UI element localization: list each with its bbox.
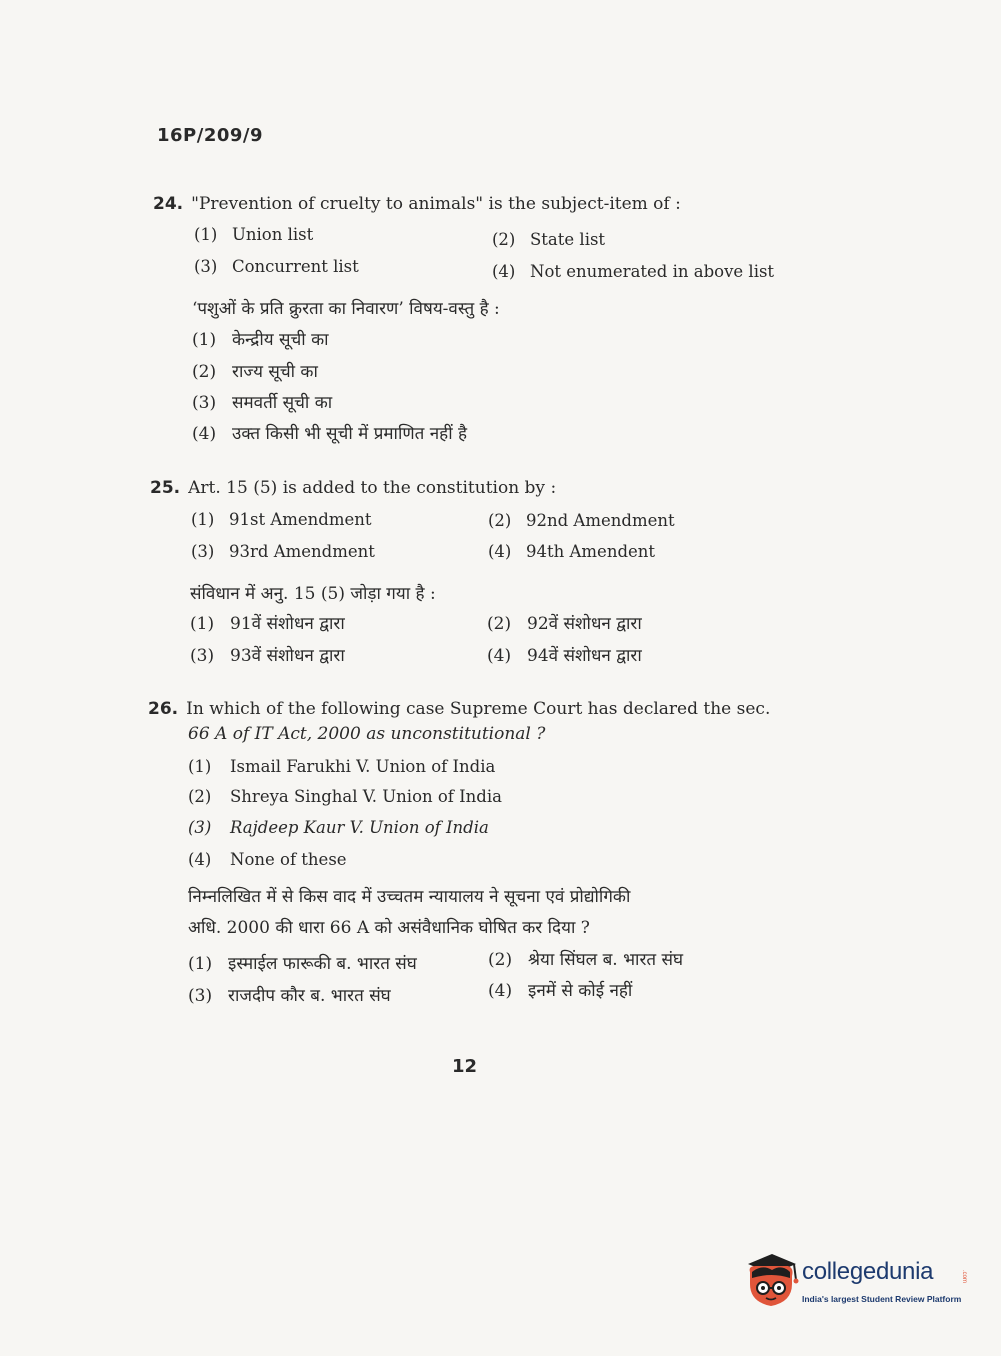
collegedunia-logo — [742, 1250, 972, 1320]
option-hi: (4) उक्त किसी भी सूची में प्रमाणित नहीं है — [192, 424, 468, 444]
option-hi: (3) समवर्ती सूची का — [192, 393, 333, 413]
option-en: (3) Concurrent list — [194, 257, 359, 276]
question-text-en: Art. 15 (5) is added to the constitution by : — [188, 478, 557, 498]
option-hi: (1) इस्माईल फारूकी ब. भारत संघ — [188, 954, 417, 974]
question-number: 26. — [148, 699, 179, 719]
logo-brand-name: collegedunia — [802, 1258, 934, 1285]
question-number: 25. — [150, 478, 181, 498]
question-text-hi: ‘पशुओं के प्रति क्रुरता का निवारण’ विषय-वस्तु है : — [192, 299, 500, 319]
question-26 — [148, 698, 770, 720]
option-hi: (3) राजदीप कौर ब. भारत संघ — [188, 986, 391, 1006]
option-hi: (2) राज्य सूची का — [192, 362, 318, 382]
logo-tagline: India's largest Student Review Platform — [802, 1294, 962, 1304]
question-text-en: "Prevention of cruelty to animals" is the subject-item of : — [191, 194, 681, 214]
question-25 — [150, 477, 556, 499]
question-text-hi-continued: अधि. 2000 की धारा 66 A को असंवैधानिक घोषित कर दिया ? — [188, 918, 590, 938]
option-en: (4) 94th Amendent — [488, 542, 656, 561]
option-hi: (1) केन्द्रीय सूची का — [192, 330, 329, 350]
question-text-en: In which of the following case Supreme Court has declared the sec. — [186, 699, 771, 719]
option-en: (2) State list — [492, 230, 606, 249]
question-text-hi: निम्नलिखित में से किस वाद में उच्चतम न्यायालय ने सूचना एवं प्रोद्योगिकी — [188, 887, 631, 907]
question-text-en-continued: 66 A of IT Act, 2000 as unconstitutional ? — [188, 724, 546, 744]
logo-domain-suffix: .com — [961, 1270, 967, 1284]
question-text-hi: संविधान में अनु. 15 (5) जोड़ा गया है : — [190, 584, 436, 604]
paper-code: 16P/209/9 — [157, 125, 263, 146]
option-en: (1) Union list — [194, 225, 314, 244]
option-en: (1) Ismail Farukhi V. Union of India — [188, 757, 496, 776]
option-en: (2) Shreya Singhal V. Union of India — [188, 787, 502, 806]
option-en: (2) 92nd Amendment — [488, 511, 675, 530]
option-hi: (4) 94वें संशोधन द्वारा — [487, 646, 642, 666]
option-hi: (4) इनमें से कोई नहीं — [488, 981, 633, 1001]
option-en: (4) Not enumerated in above list — [492, 262, 775, 281]
option-hi: (2) 92वें संशोधन द्वारा — [487, 614, 642, 634]
option-hi: (2) श्रेया सिंघल ब. भारत संघ — [488, 950, 684, 970]
option-hi: (3) 93वें संशोधन द्वारा — [190, 646, 345, 666]
option-en: (3) 93rd Amendment — [191, 542, 375, 561]
page-number: 12 — [452, 1056, 478, 1077]
option-hi: (1) 91वें संशोधन द्वारा — [190, 614, 345, 634]
mascot-icon — [742, 1250, 800, 1312]
question-24 — [153, 193, 681, 215]
option-en: (1) 91st Amendment — [191, 510, 372, 529]
question-number: 24. — [153, 194, 184, 214]
option-en: (4) None of these — [188, 850, 347, 869]
option-en: (3) Rajdeep Kaur V. Union of India — [188, 818, 489, 837]
